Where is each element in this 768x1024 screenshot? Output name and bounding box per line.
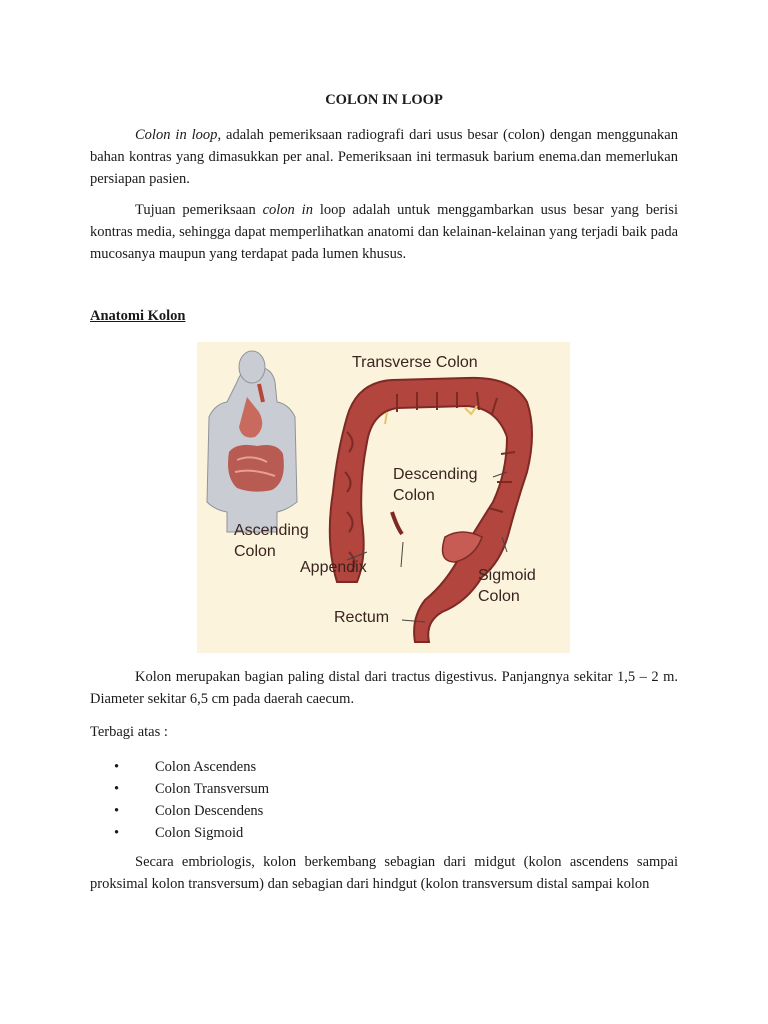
description-paragraph xyxy=(90,666,678,710)
description-text: Kolon merupakan bagian paling distal dari tractus digestivus. Panjangnya sekitar 1,5 – 2 m. Diameter sekitar 6,5 cm pada daerah caecum. xyxy=(90,669,678,707)
bullet-icon: • xyxy=(114,803,120,819)
intro-text: , adalah pemeriksaan radiografi dari usus besar (colon) dengan menggunakan bahan kontras yang dimasukkan per anal. Pemeriksaan ini termasuk barium enema.dan memerlukan persiapan pasien. xyxy=(90,127,678,187)
section-heading: Anatomi Kolon xyxy=(90,308,186,324)
list-item xyxy=(110,756,269,778)
purpose-term: colon in xyxy=(262,202,313,218)
label-rectum: Rectum xyxy=(334,609,390,626)
label-appendix: Appendix xyxy=(300,559,367,576)
label-sigmoid-2: Colon xyxy=(478,588,520,605)
page-title: COLON IN LOOP xyxy=(325,92,443,108)
list-item xyxy=(110,800,269,822)
label-sigmoid-1: Sigmoid xyxy=(478,567,536,584)
label-transverse-colon: Transverse Colon xyxy=(352,354,478,371)
torso-icon xyxy=(207,351,297,532)
embryology-paragraph xyxy=(90,851,678,895)
list-item-text: Colon Ascendens xyxy=(155,759,257,775)
embryology-text: Secara embriologis, kolon berkembang sebagian dari midgut (kolon ascendens sampai proksimal kolon transversum) dan sebagian dari hindgut (kolon transversum distal sampai kolon xyxy=(90,854,678,892)
bullet-icon: • xyxy=(114,759,120,775)
intro-paragraph xyxy=(90,124,678,190)
colon-illustration xyxy=(197,342,570,653)
list-item-text: Colon Descendens xyxy=(155,803,264,819)
colon-anatomy-figure xyxy=(197,342,570,653)
purpose-before: Tujuan pemeriksaan xyxy=(135,202,263,218)
list-item-text: Colon Sigmoid xyxy=(155,825,244,841)
label-descending-1: Descending xyxy=(393,466,478,483)
purpose-paragraph xyxy=(90,199,678,265)
label-descending-2: Colon xyxy=(393,487,435,504)
label-ascending-1: Ascending xyxy=(234,522,309,539)
intro-term: Colon in loop xyxy=(135,127,218,143)
bullet-icon: • xyxy=(114,781,120,797)
label-ascending-2: Colon xyxy=(234,543,276,560)
list-item xyxy=(110,822,269,844)
divided-label: Terbagi atas : xyxy=(90,724,168,740)
bullet-icon: • xyxy=(114,825,120,841)
list-item-text: Colon Transversum xyxy=(155,781,270,797)
colon-parts-list xyxy=(110,756,269,844)
purpose-after: loop adalah untuk menggambarkan usus besar yang berisi kontras media, sehingga dapat memperlihatkan anatomi dan kelainan-kelainan yang terjadi baik pada mucosanya maupun yang terdapat pada lumen khusus. xyxy=(90,202,678,262)
list-item xyxy=(110,778,269,800)
